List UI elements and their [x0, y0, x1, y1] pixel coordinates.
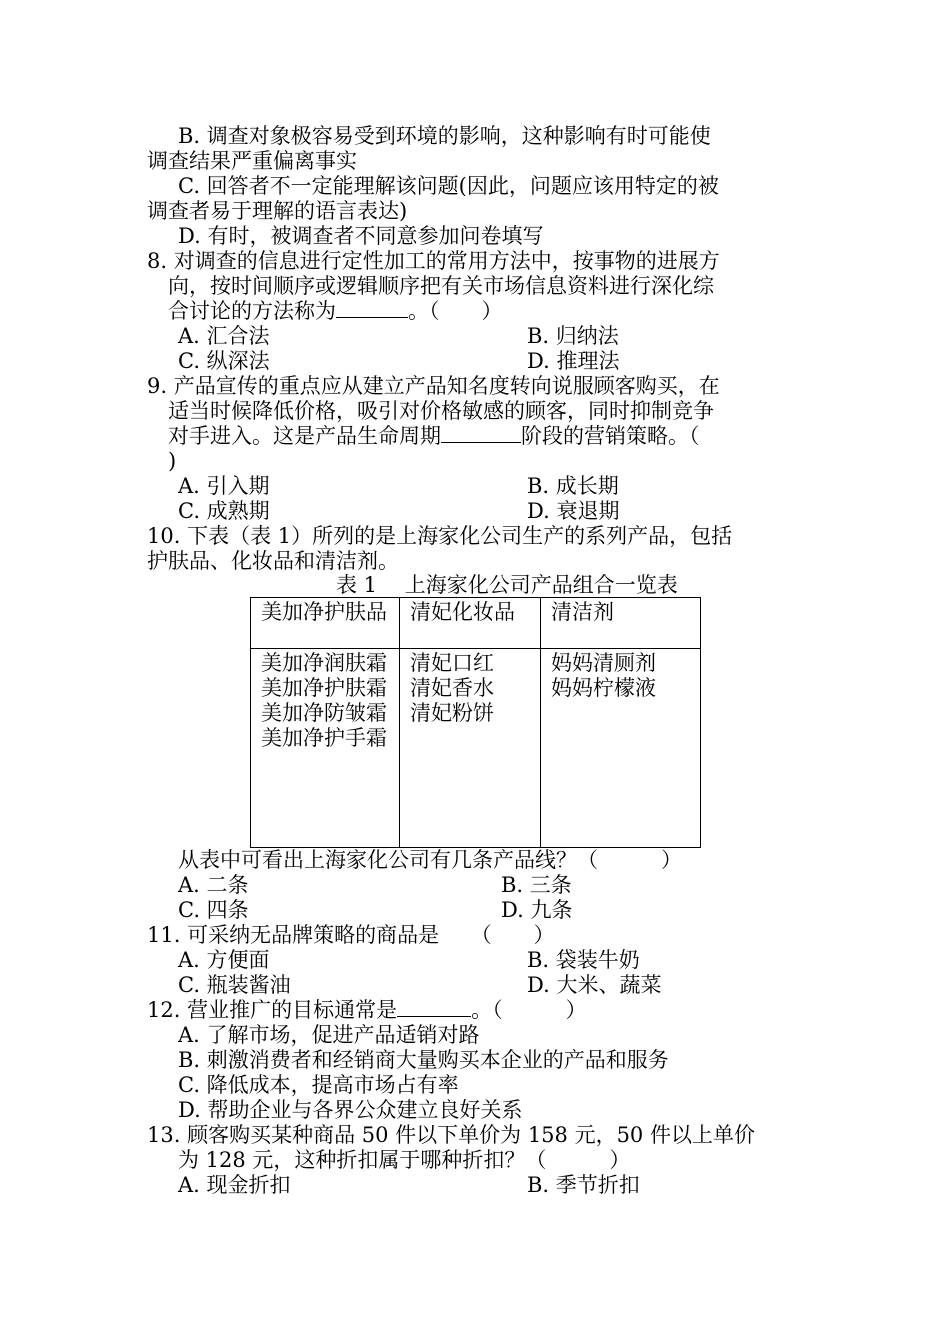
table-header-cell: 清妃化妆品	[400, 598, 541, 649]
q7-option-c-line1: C. 回答者不一定能理解该问题(因此，问题应该用特定的被	[178, 174, 719, 198]
table-cell-item: 清妃香水	[410, 676, 494, 700]
q11-option-c: C. 瓶装酱油	[178, 973, 291, 997]
q8-option-b: B. 归纳法	[527, 324, 619, 348]
q13-option-b: B. 季节折扣	[527, 1173, 640, 1197]
answer-blank	[441, 424, 521, 443]
table-cell-item: 妈妈柠檬液	[551, 676, 656, 700]
q12-option-b: B. 刺激消费者和经销商大量购买本企业的产品和服务	[178, 1048, 669, 1072]
table-header-cell: 清洁剂	[541, 598, 701, 649]
table-caption: 表 1 上海家化公司产品组合一览表	[336, 573, 678, 597]
answer-blank	[336, 299, 408, 318]
q11-stem: 11. 可采纳无品牌策略的商品是 （ ）	[147, 923, 555, 947]
q9-option-d: D. 衰退期	[527, 499, 620, 523]
q7-option-b-line2: 调查结果严重偏离事实	[147, 149, 357, 173]
table-header-cell: 美加净护肤品	[251, 598, 400, 649]
q11-option-d: D. 大米、蔬菜	[527, 973, 662, 997]
q8-stem-line2: 向，按时间顺序或逻辑顺序把有关市场信息资料进行深化综	[168, 274, 714, 298]
q13-stem-line2: 为 128 元，这种折扣属于哪种折扣？（ ）	[178, 1148, 631, 1172]
q9-stem-line2: 适当时候降低价格，吸引对价格敏感的顾客，同时抑制竞争	[168, 399, 714, 423]
table-cell-item: 清妃口红	[410, 651, 494, 675]
q8-option-a: A. 汇合法	[178, 324, 270, 348]
q11-option-b: B. 袋装牛奶	[527, 948, 640, 972]
table-cell-item: 美加净润肤霜	[261, 651, 387, 675]
q10-option-d: D. 九条	[501, 898, 573, 922]
q13-stem-line1: 13. 顾客购买某种商品 50 件以下单价为 158 元，50 件以上单价	[147, 1123, 755, 1147]
q10-option-b: B. 三条	[501, 873, 572, 897]
table-cell-item: 妈妈清厕剂	[551, 651, 656, 675]
q10-stem-line2: 护肤品、化妆品和清洁剂。	[147, 549, 399, 573]
q8-stem-line1: 8. 对调查的信息进行定性加工的常用方法中，按事物的进展方	[147, 249, 720, 273]
answer-blank	[397, 998, 471, 1017]
product-mix-table	[250, 597, 701, 848]
q9-stem-line1: 9. 产品宣传的重点应从建立产品知名度转向说服顾客购买，在	[147, 374, 720, 398]
q8-stem-tail: 。（ ）	[408, 299, 503, 323]
q12-stem-tail: 。（ ）	[471, 998, 587, 1022]
q10-option-c: C. 四条	[178, 898, 249, 922]
q12-stem	[147, 998, 587, 1023]
table-cell	[251, 649, 400, 848]
q9-stem-line3	[168, 424, 700, 449]
table-cell-item: 美加净护肤霜	[261, 676, 387, 700]
q7-option-c-line2: 调查者易于理解的语言表达)	[147, 199, 408, 223]
q9-stem-tail: 阶段的营销策略。（	[521, 424, 700, 448]
q8-stem-text: 合讨论的方法称为	[168, 299, 336, 323]
q12-option-c: C. 降低成本，提高市场占有率	[178, 1073, 459, 1097]
table-cell	[541, 649, 701, 848]
q8-stem-line3	[168, 299, 503, 324]
q9-stem-line4: )	[168, 449, 177, 473]
table-cell-item: 清妃粉饼	[410, 701, 494, 725]
q7-option-b-line1: B. 调查对象极容易受到环境的影响，这种影响有时可能使	[178, 124, 711, 148]
table-cell-item: 美加净防皱霜	[261, 701, 387, 725]
q9-stem-text: 对手进入。这是产品生命周期	[168, 424, 441, 448]
q9-option-c: C. 成熟期	[178, 499, 270, 523]
q12-option-a: A. 了解市场，促进产品适销对路	[178, 1023, 480, 1047]
q10-stem-line1: 10. 下表（表 1）所列的是上海家化公司生产的系列产品，包括	[147, 524, 733, 548]
q7-option-d: D. 有时，被调查者不同意参加问卷填写	[178, 224, 544, 248]
q12-stem-text: 12. 营业推广的目标通常是	[147, 998, 398, 1022]
table-cell	[400, 649, 541, 848]
q12-option-d: D. 帮助企业与各界公众建立良好关系	[178, 1098, 523, 1122]
q13-option-a: A. 现金折扣	[178, 1173, 291, 1197]
q9-option-a: A. 引入期	[178, 474, 270, 498]
q11-option-a: A. 方便面	[178, 948, 270, 972]
q9-option-b: B. 成长期	[527, 474, 619, 498]
table-cell-item: 美加净护手霜	[261, 726, 387, 750]
q8-option-d: D. 推理法	[527, 349, 620, 373]
q8-option-c: C. 纵深法	[178, 349, 270, 373]
q10-question: 从表中可看出上海家化公司有几条产品线？（ ）	[178, 848, 682, 872]
q10-option-a: A. 二条	[178, 873, 249, 897]
